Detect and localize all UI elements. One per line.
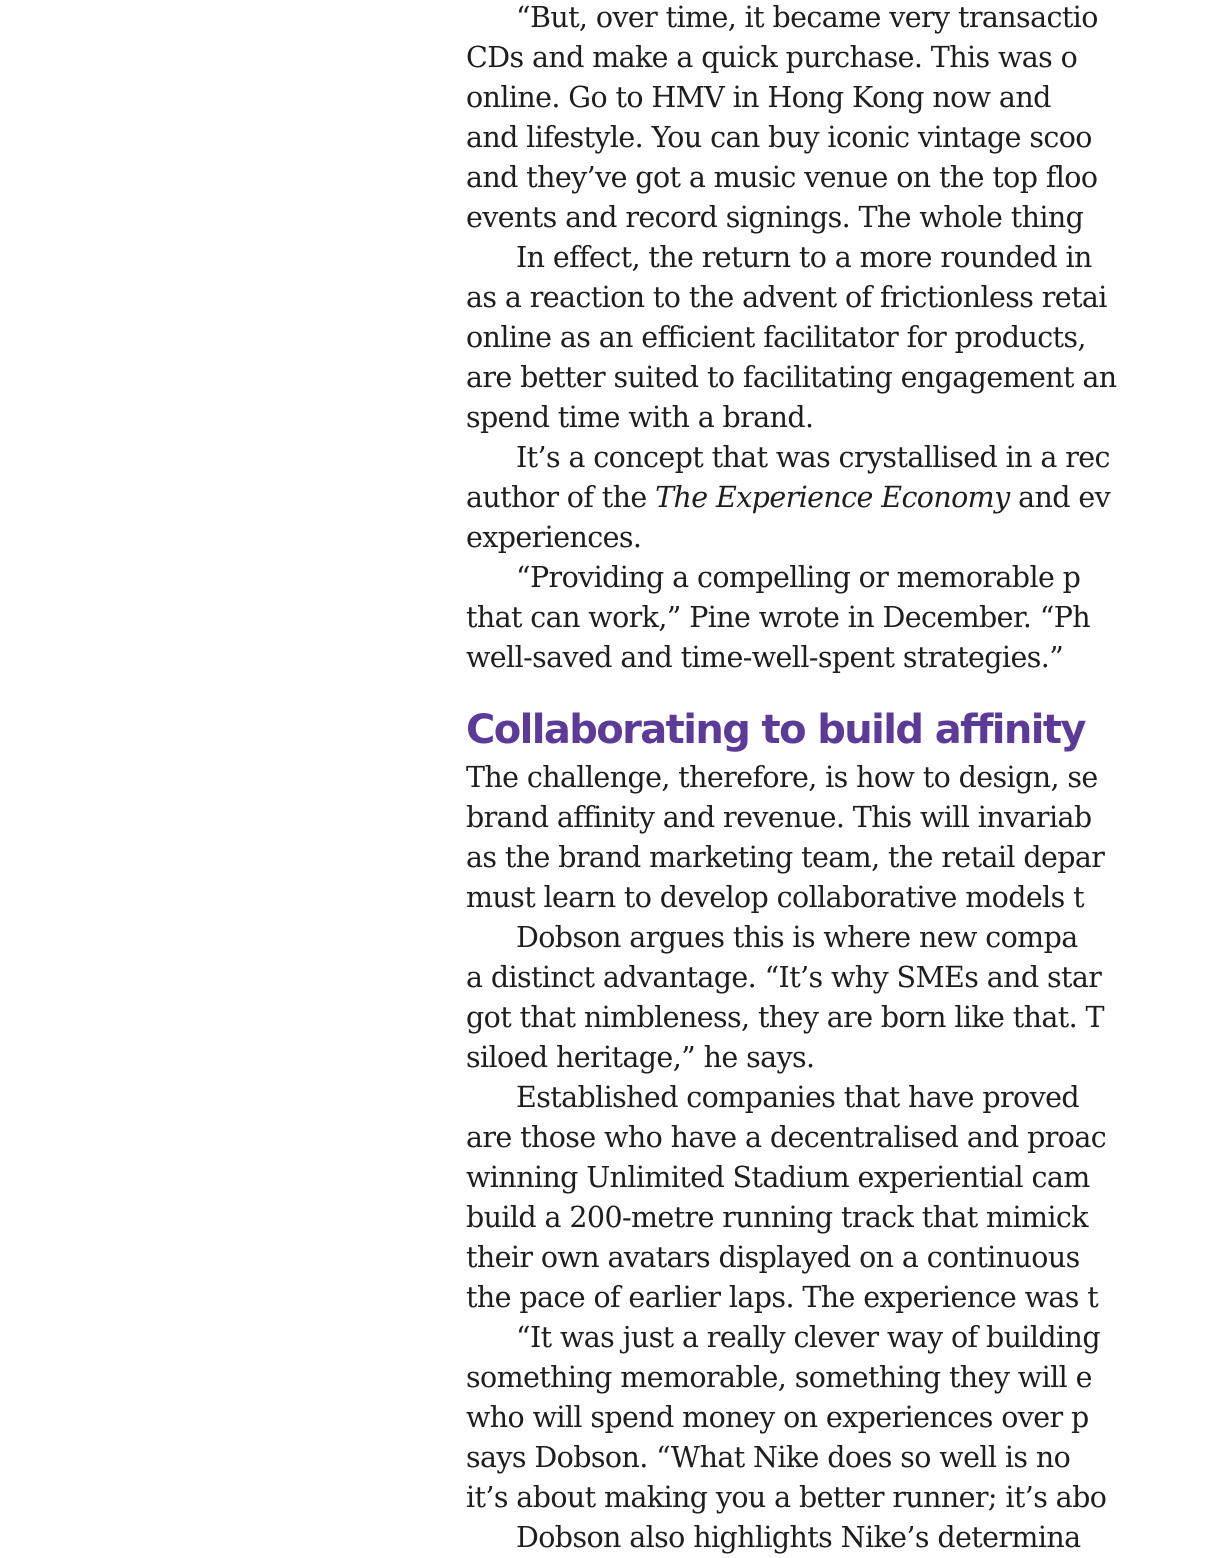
text-line: CDs and make a quick purchase. This was o <box>466 41 1078 74</box>
paragraph <box>466 1518 1226 1558</box>
text-line: as a reaction to the advent of frictionless retai <box>466 281 1107 314</box>
text-line <box>466 478 1226 518</box>
paragraph <box>466 238 1226 438</box>
text-line: The challenge, therefore, is how to design, se <box>466 761 1098 794</box>
text-line: brand affinity and revenue. This will invariab <box>466 801 1092 834</box>
paragraph <box>466 1078 1226 1318</box>
text-line: it’s about making you a better runner; it’s abo <box>466 1481 1107 1514</box>
text-line: got that nimbleness, they are born like that. T <box>466 1001 1104 1034</box>
text-line: and they’ve got a music venue on the top floo <box>466 161 1098 194</box>
text-line: “Providing a compelling or memorable p <box>516 561 1081 594</box>
paragraph <box>466 918 1226 1078</box>
section-heading: Collaborating to build affinity <box>466 707 1085 753</box>
text-line: and lifestyle. You can buy iconic vintage scoo <box>466 121 1092 154</box>
text-line: events and record signings. The whole thing <box>466 201 1084 234</box>
text-line: In effect, the return to a more rounded in <box>516 241 1092 274</box>
text-line: the pace of earlier laps. The experience was t <box>466 1281 1099 1314</box>
text-line: must learn to develop collaborative models t <box>466 881 1084 914</box>
text-segment: author of the <box>466 481 656 514</box>
text-line: online. Go to HMV in Hong Kong now and <box>466 81 1051 114</box>
paragraph <box>466 558 1226 678</box>
text-line: winning Unlimited Stadium experiential cam <box>466 1161 1090 1194</box>
text-line: that can work,” Pine wrote in December. “Ph <box>466 601 1091 634</box>
text-line: says Dobson. “What Nike does so well is no <box>466 1441 1071 1474</box>
text-line: a distinct advantage. “It’s why SMEs and star <box>466 961 1102 994</box>
text-line: “But, over time, it became very transactio <box>516 1 1098 34</box>
text-line: spend time with a brand. <box>466 401 814 434</box>
paragraph <box>466 758 1226 918</box>
text-line: build a 200-metre running track that mimick <box>466 1201 1088 1234</box>
text-line: are better suited to facilitating engagement an <box>466 361 1117 394</box>
text-line: Dobson argues this is where new compa <box>516 921 1078 954</box>
text-line: It’s a concept that was crystallised in a rec <box>516 441 1110 474</box>
text-line: Dobson also highlights Nike’s determina <box>516 1521 1081 1554</box>
paragraph <box>466 0 1226 238</box>
paragraph <box>466 1318 1226 1518</box>
book-title: The Experience Economy <box>655 481 1010 514</box>
text-line: well-saved and time-well-spent strategies.” <box>466 641 1064 674</box>
text-line: experiences. <box>466 521 642 554</box>
text-line: siloed heritage,” he says. <box>466 1041 815 1074</box>
text-line: are those who have a decentralised and proac <box>466 1121 1107 1154</box>
text-line: online as an efficient facilitator for products, <box>466 321 1086 354</box>
text-segment: and ev <box>1009 481 1111 514</box>
text-line: who will spend money on experiences over p <box>466 1401 1089 1434</box>
text-line: Established companies that have proved <box>516 1081 1080 1114</box>
text-line: their own avatars displayed on a continuous <box>466 1241 1080 1274</box>
text-line: something memorable, something they will e <box>466 1361 1092 1394</box>
text-line: as the brand marketing team, the retail depar <box>466 841 1105 874</box>
text-line: “It was just a really clever way of building <box>516 1321 1100 1354</box>
paragraph <box>466 438 1226 558</box>
article-column <box>466 0 1226 1558</box>
